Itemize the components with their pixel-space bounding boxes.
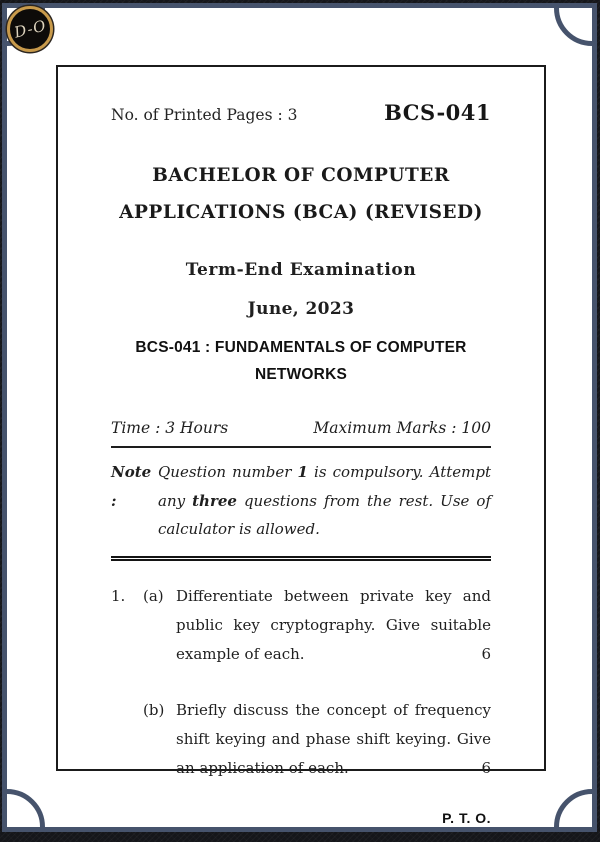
part-a-text xyxy=(176,582,491,669)
course-title xyxy=(111,334,491,388)
question-1 xyxy=(111,582,491,783)
header-row xyxy=(111,100,491,125)
program-title-line2: APPLICATIONS (BCA) (REVISED) xyxy=(119,202,483,223)
note-label: Note : xyxy=(111,463,152,510)
part-b-line3: an application of each. xyxy=(176,758,349,777)
note-line3: calculator is allowed. xyxy=(158,520,320,538)
note-line1-text-cont: is compulsory. Attempt xyxy=(307,463,491,481)
note-line2-text-cont: questions from the rest. Use of xyxy=(236,491,491,510)
question-parts xyxy=(143,582,491,783)
exam-title: Term-End Examination xyxy=(185,260,417,280)
printed-border-frame xyxy=(56,65,546,826)
note-block xyxy=(111,458,491,544)
note-text xyxy=(158,458,491,544)
maximum-marks: Maximum Marks : 100 xyxy=(313,419,491,437)
corner-ornament-bottom-left xyxy=(2,789,45,832)
note-line1-emphasis: 1 xyxy=(297,463,308,481)
paper-code: BCS-041 xyxy=(384,100,491,125)
note-line2 xyxy=(158,487,491,516)
divider-rule xyxy=(111,446,491,448)
corner-ornament-top-right xyxy=(554,3,597,46)
note-line2-text: any xyxy=(158,491,193,510)
note-line1 xyxy=(158,458,491,487)
pto-label: P. T. O. xyxy=(442,809,491,826)
time-allowed: Time : 3 Hours xyxy=(111,419,229,437)
part-b-label: (b) xyxy=(143,700,165,719)
question-number: 1. xyxy=(111,586,126,605)
part-a-marks: 6 xyxy=(481,644,491,663)
part-a-line1: Differentiate between private key and xyxy=(176,586,491,605)
corner-ornament-bottom-right xyxy=(554,789,597,832)
printed-pages-label: No. of Printed Pages : 3 xyxy=(111,106,298,124)
logo-text: D-O xyxy=(11,16,49,42)
exam-session: June, 2023 xyxy=(247,299,355,319)
question-1a xyxy=(143,582,491,669)
double-divider-rule xyxy=(111,556,491,561)
part-b-text xyxy=(176,696,491,783)
note-line1-text: Question number xyxy=(158,463,298,481)
part-a-label: (a) xyxy=(143,586,164,605)
part-a-line3: example of each. xyxy=(176,644,305,663)
exam-paper-page xyxy=(2,3,597,832)
time-marks-row xyxy=(111,419,491,437)
part-a-line2: public key cryptography. Give suitable xyxy=(176,615,491,634)
watermark-logo xyxy=(7,6,53,52)
part-a-line3-row xyxy=(176,640,491,669)
course-title-line1: BCS-041 : FUNDAMENTALS OF COMPUTER xyxy=(135,339,467,356)
program-title xyxy=(111,157,491,231)
course-title-line2: NETWORKS xyxy=(254,366,347,383)
program-title-line1: BACHELOR OF COMPUTER xyxy=(152,165,450,186)
part-b-line2: shift keying and phase shift keying. Give xyxy=(176,729,491,748)
question-1b xyxy=(143,696,491,783)
part-b-line3-row xyxy=(176,754,491,783)
part-b-marks: 6 xyxy=(481,758,491,777)
note-line2-emphasis: three xyxy=(192,491,237,510)
part-b-line1: Briefly discuss the concept of frequency xyxy=(176,700,491,719)
